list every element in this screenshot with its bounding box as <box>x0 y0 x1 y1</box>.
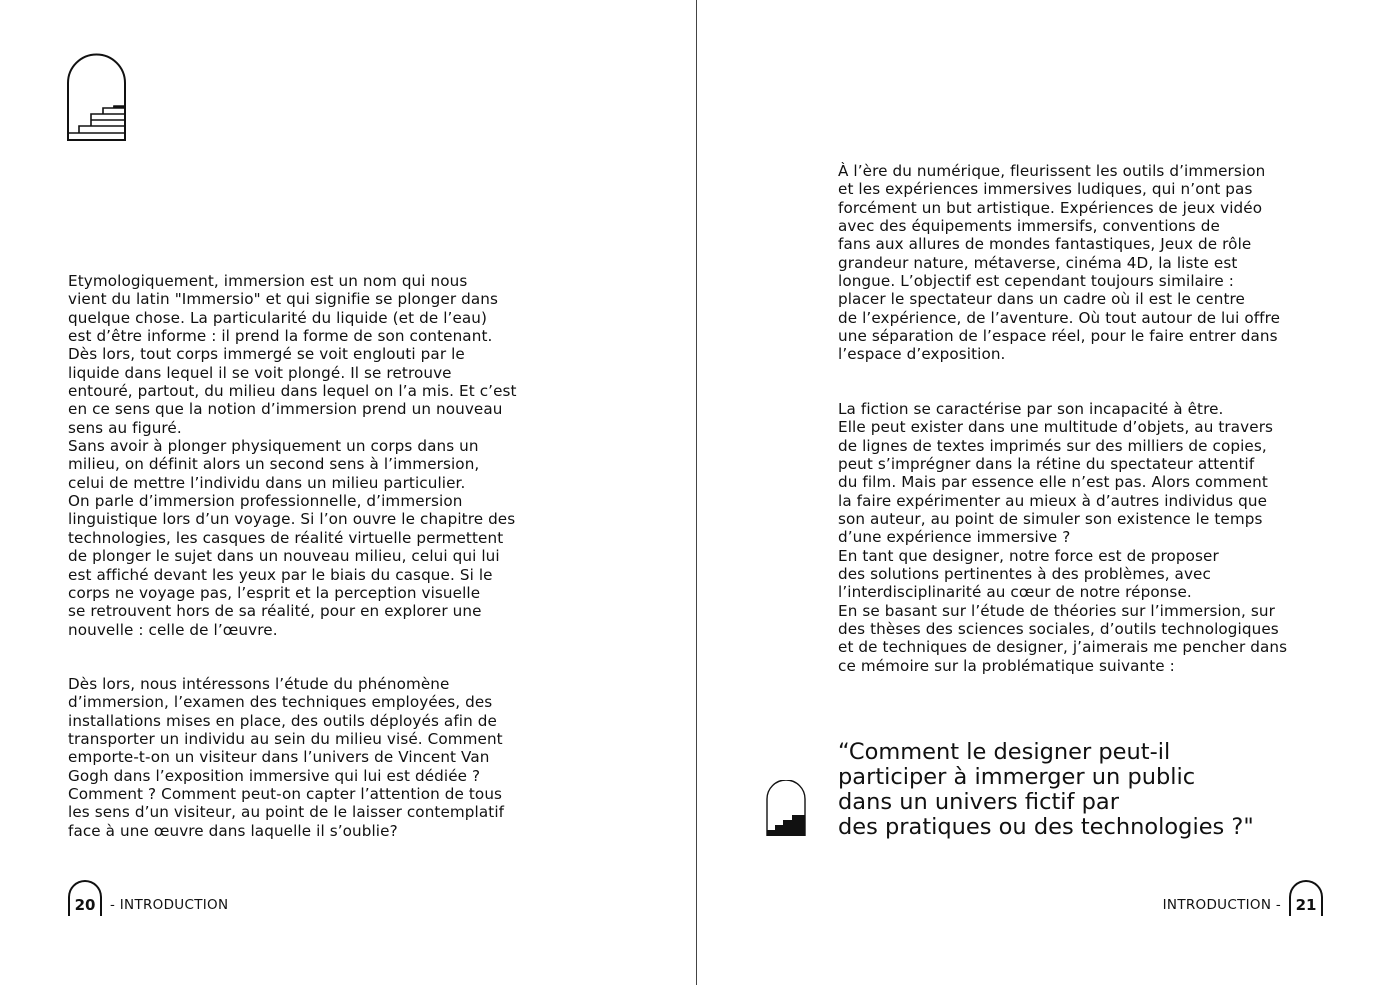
text-line: l’espace d’exposition. <box>838 345 1006 364</box>
section-label-left: - INTRODUCTION <box>110 897 229 913</box>
text-line: liquide dans lequel il se voit plongé. Il se retrouve <box>68 363 452 382</box>
text-line: longue. L’objectif est cependant toujours similaire : <box>838 272 1234 291</box>
text-line: sens au figuré. <box>68 418 182 437</box>
arch-stairs-icon <box>66 53 127 142</box>
text-line: En se basant sur l’étude de théories sur l’immersion, sur <box>838 601 1275 620</box>
text-line: placer le spectateur dans un cadre où il est le centre <box>838 290 1245 309</box>
text-line: du film. Mais par essence elle n’est pas. Alors comment <box>838 473 1268 492</box>
right-paragraph-1 <box>838 162 1280 364</box>
text-line: grandeur nature, métaverse, cinéma 4D, la liste est <box>838 253 1238 272</box>
text-line: À l’ère du numérique, fleurissent les outils d’immersion <box>838 162 1266 180</box>
text-line: ce mémoire sur la problématique suivante : <box>838 656 1175 675</box>
text-line: les sens d’un visiteur, au point de le laisser contemplatif <box>68 803 505 822</box>
text-line: participer à immerger un public <box>838 764 1196 790</box>
text-line: corps ne voyage pas, l’esprit et la perception visuelle <box>68 583 481 602</box>
text-line: avec des équipements immersifs, conventions de <box>838 217 1220 236</box>
text-line: fans aux allures de mondes fantastiques, Jeux de rôle <box>838 235 1252 254</box>
text-line: se retrouvent hors de sa réalité, pour en explorer une <box>68 602 482 621</box>
text-line: On parle d’immersion professionnelle, d’immersion <box>68 492 463 511</box>
text-line: milieu, on définit alors un second sens à l’immersion, <box>68 455 480 474</box>
text-line: Comment ? Comment peut-on capter l’attention de tous <box>68 785 503 804</box>
text-line: de lignes de textes imprimés sur des milliers de copies, <box>838 436 1267 455</box>
text-line: installations mises en place, des outils déployés afin de <box>68 711 497 730</box>
text-line: son auteur, au point de simuler son existence le temps <box>838 510 1263 529</box>
text-line: la faire expérimenter au mieux à d’autres individus que <box>838 491 1268 510</box>
text-line: des pratiques ou des technologies ?" <box>838 814 1254 840</box>
page-number: 21 <box>1295 896 1317 914</box>
page-number-badge-left <box>68 880 102 916</box>
text-line: des solutions pertinentes à des problèmes, avec <box>838 565 1211 584</box>
text-line: est affiché devant les yeux par le biais du casque. Si le <box>68 565 493 584</box>
text-line: quelque chose. La particularité du liquide (et de l’eau) <box>68 308 488 327</box>
text-line: Dès lors, tout corps immergé se voit englouti par le <box>68 345 465 364</box>
page-spine-divider <box>696 0 697 985</box>
text-line: et les expériences immersives ludiques, qui n’ont pas <box>838 180 1253 199</box>
text-line: des thèses des sciences sociales, d’outils technologiques <box>838 620 1279 639</box>
text-line: En tant que designer, notre force est de proposer <box>838 546 1219 565</box>
text-line: “Comment le designer peut-il <box>838 739 1171 765</box>
page-number: 20 <box>74 896 96 914</box>
text-line: celui de mettre l’individu dans un milieu particulier. <box>68 473 466 492</box>
text-line: et de techniques de designer, j’aimerais me pencher dans <box>838 638 1288 657</box>
text-line: vient du latin "Immersio" et qui signifie se plonger dans <box>68 290 498 309</box>
text-line: Dès lors, nous intéressons l’étude du phénomène <box>68 675 450 693</box>
text-line: dans un univers fictif par <box>838 789 1119 815</box>
text-line: Elle peut exister dans une multitude d’objets, au travers <box>838 418 1274 437</box>
text-line: transporter un individu au sein du milieu visé. Comment <box>68 730 503 749</box>
text-line: d’immersion, l’examen des techniques employées, des <box>68 693 493 712</box>
text-line: de plonger le sujet dans un nouveau milieu, celui qui lui <box>68 547 500 566</box>
research-question-quote <box>838 740 1254 840</box>
left-paragraph-1 <box>68 272 517 639</box>
text-line: linguistique lors d’un voyage. Si l’on ouvre le chapitre des <box>68 510 516 529</box>
text-line: technologies, les casques de réalité virtuelle permettent <box>68 528 504 547</box>
text-line: l’interdisciplinarité au cœur de notre réponse. <box>838 583 1192 602</box>
text-line: de l’expérience, de l’aventure. Où tout autour de lui offre <box>838 308 1281 327</box>
page-number-badge-right <box>1289 880 1323 916</box>
text-line: en ce sens que la notion d’immersion prend un nouveau <box>68 400 503 419</box>
text-line: Etymologiquement, immersion est un nom qui nous <box>68 272 468 290</box>
left-paragraph-2 <box>68 675 504 840</box>
arch-stairs-filled-icon <box>766 780 806 838</box>
text-line: nouvelle : celle de l’œuvre. <box>68 620 278 639</box>
right-paragraph-2 <box>838 400 1287 675</box>
text-line: forcément un but artistique. Expériences de jeux vidéo <box>838 198 1263 217</box>
text-line: Sans avoir à plonger physiquement un corps dans un <box>68 437 479 456</box>
text-line: entouré, partout, du milieu dans lequel on l’a mis. Et c’est <box>68 382 517 401</box>
text-line: est d’être informe : il prend la forme de son contenant. <box>68 327 493 346</box>
text-line: Gogh dans l’exposition immersive qui lui est dédiée ? <box>68 766 481 785</box>
text-line: une séparation de l’espace réel, pour le faire entrer dans <box>838 327 1278 346</box>
section-label-right: INTRODUCTION - <box>1162 897 1281 913</box>
text-line: La fiction se caractérise par son incapacité à être. <box>838 400 1224 418</box>
text-line: face à une œuvre dans laquelle il s’oublie? <box>68 821 398 840</box>
text-line: peut s’imprégner dans la rétine du spectateur attentif <box>838 455 1255 474</box>
text-line: d’une expérience immersive ? <box>838 528 1071 547</box>
text-line: emporte-t-on un visiteur dans l’univers de Vincent Van <box>68 748 490 767</box>
